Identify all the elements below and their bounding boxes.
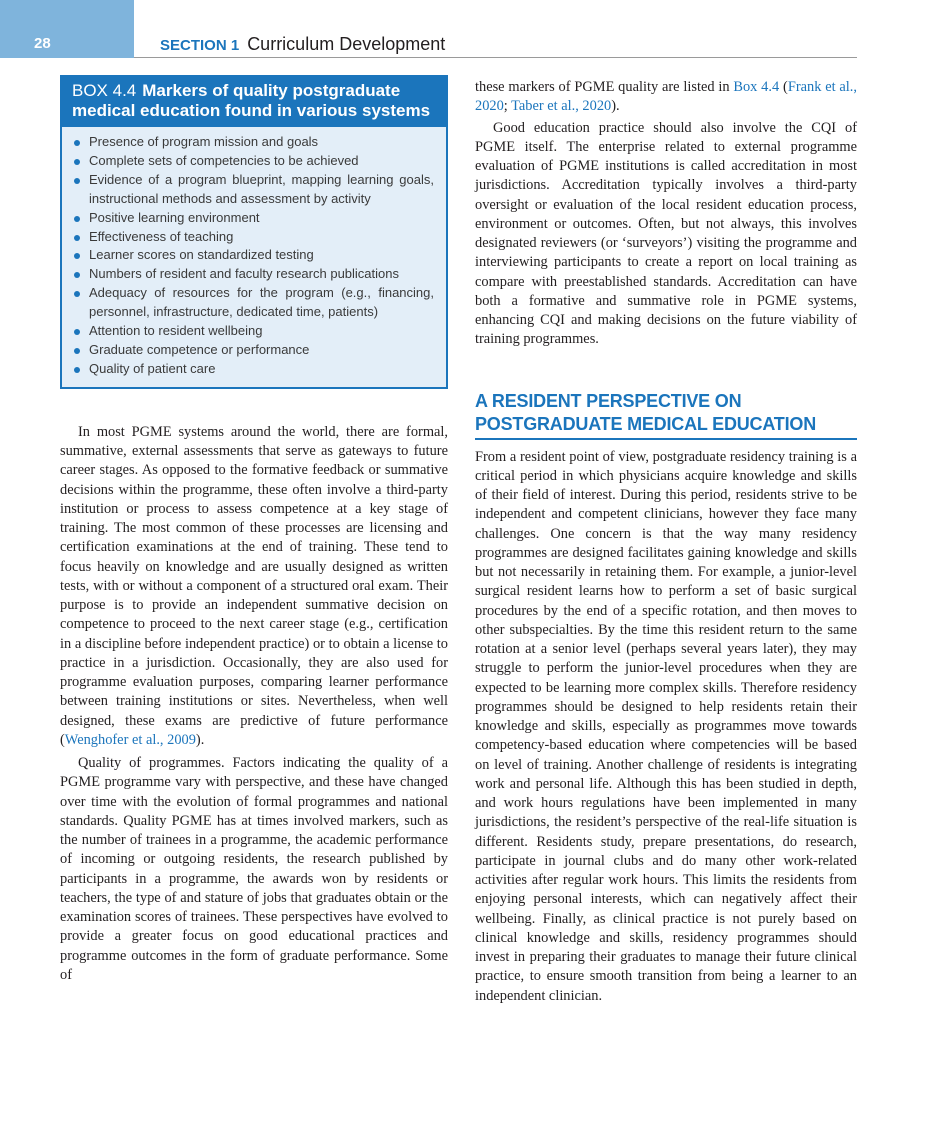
box-list-item: Presence of program mission and goals <box>74 133 434 152</box>
citation-taber[interactable]: Taber et al., 2020 <box>511 98 612 115</box>
box-4-4 <box>60 75 448 389</box>
box-list-item: Effectiveness of teaching <box>74 228 434 247</box>
citation-frank[interactable]: Frank et al., 2020 <box>475 79 857 115</box>
citation-separator: ; <box>503 98 512 115</box>
box-list-item: Positive learning environment <box>74 209 434 228</box>
right-paragraph-1-text: these markers of PGME quality are listed in <box>475 79 734 95</box>
box-header <box>62 77 446 127</box>
left-paragraph-2: Quality of programmes. Factors indicating the quality of a PGME programme vary with perspective, and these have changed over time with the evolution of formal programmes and national standards. Quality PGME has at times involved markers, such as the number of trainees in a programme, the academic performance of incoming or outgoing residents, the research published by participants in a programme, the awards won by residents or teachers, the type of and stature of jobs that graduates obtain or the examination scores of trainees. These perspectives have evolved to provide a greater focus on good educational practices and programme outcomes in the form of graduate performance. Some of <box>60 755 448 983</box>
right-paragraph-1-mid: ( <box>779 79 788 95</box>
box-list <box>62 127 446 387</box>
section-label: SECTION 1 <box>160 37 240 54</box>
box-list-item: Quality of patient care <box>74 360 434 379</box>
box-title: Markers of quality postgraduate medical education found in various systems <box>72 81 431 120</box>
citation-wenghofer[interactable]: Wenghofer et al., 2009 <box>64 731 196 748</box>
section-heading: A RESIDENT PERSPECTIVE ON POSTGRADUATE MEDICAL EDUCATION <box>475 390 857 440</box>
box-reference-link[interactable]: Box 4.4 <box>733 79 780 95</box>
page-number: 28 <box>34 35 51 52</box>
right-column <box>475 78 857 1006</box>
box-label: BOX 4.4 <box>72 81 137 100</box>
left-paragraph-1-end: ). <box>195 731 205 748</box>
running-head <box>160 34 445 55</box>
left-paragraph-1 <box>60 423 448 750</box>
left-paragraph-1-text: In most PGME systems around the world, there are formal, summative, external assessments that serve as gateways to future career stages. As opposed to the formative feedback or summative decisions within the programme, these often involve a third-party institution or process to assess competence at a key stage of training. The most common of these processes are licensing and certification examinations at the end of training. These tend to focus heavily on knowledge and are usually designed as written tests, with or without a component of a structured oral exam. Their purpose is to provide an independent summative decision on competence to proceed to the next career stage (e.g., certification in a discipline before independent practice) or to obtain a license to practice in a jurisdiction. Occasionally, they are also used for programme evaluation purposes, comparing learner performance between training institutions or sites. Nevertheless, when well designed, these exams are predictive of future performance ( <box>60 423 448 748</box>
right-paragraph-2: Good education practice should also involve the CQI of PGME itself. The enterprise related to external programme evaluation of PGME institutions is called accreditation in most jurisdictions. Accreditation typically involves a third-party oversight or evaluation of the local resident education process, environment or outcomes. Often, but not always, this involves designated reviewers (or ‘surveyors’) visiting the programme and interviewing participants to create a report on local training as compare with preestablished standards. Accreditation can have both a formative and summative role in PGME systems, enhancing CQI and making decisions on the future viability of training programmes. <box>475 119 857 348</box>
left-column <box>60 75 448 985</box>
box-list-item: Learner scores on standardized testing <box>74 246 434 265</box>
section-title: Curriculum Development <box>247 34 446 54</box>
box-list-item: Complete sets of competencies to be achieved <box>74 152 434 171</box>
box-list-item: Numbers of resident and faculty research publications <box>74 265 434 284</box>
right-paragraph-3: From a resident point of view, postgraduate residency training is a critical period in which physicians acquire knowledge and skills of their field of interest. During this period, residents strive to be independent and competent clinicians, however they face many challenges. One concern is that the way many residency programmes are designed facilitates gaining knowledge and skills but not necessarily in retaining them. For example, a junior-level surgical resident learns how to perform a set of basic surgical procedures by the end of a specific rotation, and then moves to other subspecialties. By the time this resident return to the same rotation at a senior level (perhaps several years later), they may struggle to perform the junior-level procedures when they are expected to be learning more complex skills. Therefore residency programmes should be designed to help residents retain their knowledge and skills, especially as programmes move towards competency-based education where competencies will be based on level of training. Another challenge of residents is integrating work and personal life. Although this has been studied in depth, and work hours regulations have been implemented in many jurisdictions, the resident’s perspective of the real-life situation is different. Residents study, prepare presentations, do research, participate in journal clubs and do many other work-related activities after regular work hours. This limits the residents from enjoying personal interests, which can negatively affect their wellbeing. Finally, as clinical practice is not purely based on clinical knowledge and skills, residency programmes should invest in preparing their graduates to manage their future clinical practice, to ensure smooth transition from being a learner to an independent clinician. <box>475 448 857 1004</box>
right-paragraph-1-end: ). <box>611 98 620 115</box>
header-rule <box>134 57 857 58</box>
page-number-tab <box>0 0 134 58</box>
box-list-item: Evidence of a program blueprint, mapping learning goals, instructional methods and assessment by activity <box>74 171 434 209</box>
box-list-item: Graduate competence or performance <box>74 341 434 360</box>
right-paragraph-1 <box>475 78 857 117</box>
box-list-item: Adequacy of resources for the program (e.g., financing, personnel, infrastructure, dedicated time, patients) <box>74 284 434 322</box>
box-list-item: Attention to resident wellbeing <box>74 322 434 341</box>
